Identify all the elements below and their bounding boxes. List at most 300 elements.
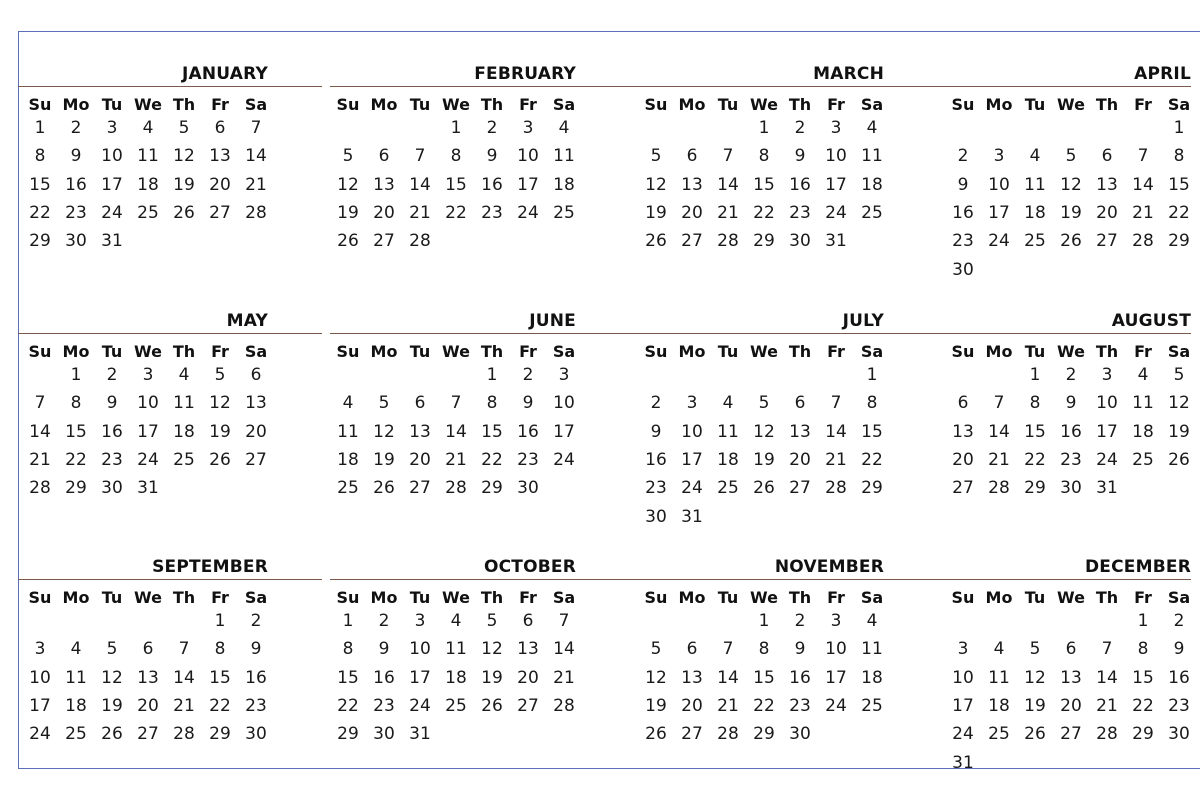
weekday-header: Sa [860, 342, 884, 361]
weekday-header: Mo [678, 342, 706, 361]
weekday-header: Su [644, 342, 668, 361]
day-cell: 26 [645, 724, 667, 745]
day-cell: 18 [337, 449, 359, 470]
day-cell: 19 [753, 449, 775, 470]
day-cell: 26 [645, 231, 667, 252]
day-cell: 7 [34, 393, 46, 414]
day-cell: 16 [481, 174, 503, 195]
day-cell: 19 [481, 667, 503, 688]
month-divider [945, 579, 1191, 580]
day-cell: 12 [101, 667, 123, 688]
day-cell: 10 [409, 639, 431, 660]
day-cell: 10 [1096, 393, 1118, 414]
day-cell: 28 [825, 478, 847, 499]
day-cell: 26 [753, 478, 775, 499]
day-cell: 7 [1137, 146, 1149, 167]
day-cell: 25 [337, 478, 359, 499]
day-cell: 15 [65, 421, 87, 442]
weekday-header: Sa [860, 588, 884, 607]
day-cell: 1 [758, 611, 770, 631]
day-cell: 9 [957, 174, 969, 195]
day-cell: 14 [29, 421, 51, 442]
day-cell: 23 [952, 231, 974, 252]
day-cell: 19 [645, 695, 667, 716]
day-cell: 28 [409, 231, 431, 252]
weekday-header: Th [1095, 95, 1119, 114]
day-cell: 4 [1137, 365, 1149, 385]
day-cell: 5 [378, 393, 390, 414]
day-cell: 11 [861, 146, 883, 167]
day-cell: 23 [481, 202, 503, 223]
day-cell: 11 [65, 667, 87, 688]
weekday-header: Fr [519, 95, 537, 114]
day-cell: 24 [517, 202, 539, 223]
day-cell: 15 [445, 174, 467, 195]
day-cell: 18 [137, 174, 159, 195]
day-cell: 10 [101, 146, 123, 167]
weekday-header: We [1057, 588, 1085, 607]
day-cell: 12 [337, 174, 359, 195]
day-cell: 11 [337, 421, 359, 442]
day-cell: 10 [553, 393, 575, 414]
weekday-header: Sa [552, 588, 576, 607]
day-cell: 12 [1060, 174, 1082, 195]
day-cell: 17 [952, 695, 974, 716]
day-cell: 15 [753, 667, 775, 688]
day-cell: 1 [1029, 365, 1041, 385]
weekday-header: We [134, 342, 162, 361]
day-cell: 10 [517, 146, 539, 167]
day-cell: 27 [1096, 231, 1118, 252]
month-divider [18, 86, 322, 87]
weekday-header: Tu [717, 342, 739, 361]
day-cell: 20 [209, 174, 231, 195]
weekday-header: Su [644, 95, 668, 114]
day-cell: 15 [481, 421, 503, 442]
day-cell: 25 [173, 449, 195, 470]
day-cell: 14 [173, 667, 195, 688]
day-cell: 13 [517, 639, 539, 660]
day-cell: 4 [1029, 146, 1041, 167]
weekday-header: We [1057, 342, 1085, 361]
day-cell: 18 [861, 174, 883, 195]
weekday-header: We [442, 95, 470, 114]
weekday-header: Mo [985, 588, 1013, 607]
weekday-header: Sa [1167, 95, 1191, 114]
weekday-header: Fr [211, 95, 229, 114]
weekday-header: Tu [717, 95, 739, 114]
day-cell: 8 [70, 393, 82, 414]
day-cell: 7 [993, 393, 1005, 414]
day-cell: 12 [209, 393, 231, 414]
month-title: NOVEMBER [774, 557, 884, 577]
weekday-header: Mo [985, 342, 1013, 361]
day-cell: 19 [337, 202, 359, 223]
day-cell: 29 [209, 724, 231, 745]
day-cell: 13 [137, 667, 159, 688]
day-cell: 4 [450, 611, 462, 631]
month-november [638, 534, 884, 774]
weekday-header: We [442, 342, 470, 361]
day-cell: 5 [1173, 365, 1185, 385]
day-cell: 20 [373, 202, 395, 223]
day-cell: 13 [245, 393, 267, 414]
weekday-header: Mo [370, 588, 398, 607]
day-cell: 22 [1132, 695, 1154, 716]
day-cell: 27 [517, 695, 539, 716]
day-cell: 23 [65, 202, 87, 223]
day-cell: 17 [825, 174, 847, 195]
day-cell: 2 [794, 118, 806, 138]
weekday-header: Fr [211, 342, 229, 361]
day-cell: 9 [522, 393, 534, 414]
day-cell: 25 [861, 202, 883, 223]
weekday-header: Fr [519, 588, 537, 607]
day-cell: 9 [378, 639, 390, 660]
day-cell: 14 [553, 639, 575, 660]
weekday-header: Th [172, 342, 196, 361]
day-cell: 7 [1101, 639, 1113, 660]
day-cell: 24 [101, 202, 123, 223]
day-cell: 31 [409, 724, 431, 745]
day-cell: 7 [830, 393, 842, 414]
month-title: JANUARY [181, 64, 268, 84]
day-cell: 13 [409, 421, 431, 442]
day-cell: 29 [1132, 724, 1154, 745]
weekday-header: Th [788, 342, 812, 361]
weekday-header: Tu [717, 588, 739, 607]
day-cell: 29 [861, 478, 883, 499]
day-cell: 23 [517, 449, 539, 470]
day-cell: 13 [681, 667, 703, 688]
month-may [22, 288, 268, 528]
weekday-header: We [442, 588, 470, 607]
day-cell: 3 [414, 611, 426, 631]
day-cell: 27 [245, 449, 267, 470]
weekday-header: Fr [519, 342, 537, 361]
day-cell: 8 [486, 393, 498, 414]
day-cell: 17 [988, 202, 1010, 223]
day-cell: 3 [957, 639, 969, 660]
day-cell: 26 [173, 202, 195, 223]
day-cell: 8 [450, 146, 462, 167]
weekday-header: Mo [678, 95, 706, 114]
day-cell: 19 [373, 449, 395, 470]
day-cell: 6 [414, 393, 426, 414]
day-cell: 30 [101, 478, 123, 499]
weekday-header: Fr [827, 95, 845, 114]
day-cell: 27 [681, 231, 703, 252]
day-cell: 27 [373, 231, 395, 252]
day-cell: 7 [250, 118, 262, 138]
month-december [945, 534, 1191, 774]
day-cell: 17 [553, 421, 575, 442]
day-cell: 4 [142, 118, 154, 138]
day-cell: 4 [178, 365, 190, 385]
day-cell: 1 [486, 365, 498, 385]
day-cell: 5 [214, 365, 226, 385]
weekday-header: Th [480, 95, 504, 114]
weekday-header: Th [480, 342, 504, 361]
day-cell: 23 [789, 695, 811, 716]
weekday-header: Sa [1167, 342, 1191, 361]
month-divider [18, 333, 322, 334]
month-title: FEBRUARY [474, 64, 576, 84]
day-cell: 18 [1024, 202, 1046, 223]
day-cell: 23 [1060, 449, 1082, 470]
day-cell: 2 [957, 146, 969, 167]
day-cell: 1 [214, 611, 226, 631]
day-cell: 25 [717, 478, 739, 499]
month-divider [330, 86, 640, 87]
day-cell: 26 [1168, 449, 1190, 470]
day-cell: 6 [1101, 146, 1113, 167]
day-cell: 22 [753, 695, 775, 716]
day-cell: 16 [789, 667, 811, 688]
weekday-header: Su [28, 342, 52, 361]
day-cell: 1 [34, 118, 46, 138]
day-cell: 9 [794, 146, 806, 167]
day-cell: 22 [337, 695, 359, 716]
weekday-header: Tu [101, 342, 123, 361]
day-cell: 3 [830, 118, 842, 138]
day-cell: 20 [245, 421, 267, 442]
day-cell: 6 [142, 639, 154, 660]
day-cell: 28 [29, 478, 51, 499]
day-cell: 5 [758, 393, 770, 414]
day-cell: 11 [717, 421, 739, 442]
month-july [638, 288, 884, 528]
day-cell: 10 [988, 174, 1010, 195]
day-cell: 22 [445, 202, 467, 223]
month-title: APRIL [1134, 64, 1191, 84]
day-cell: 22 [209, 695, 231, 716]
day-cell: 24 [681, 478, 703, 499]
day-cell: 14 [825, 421, 847, 442]
day-cell: 29 [337, 724, 359, 745]
day-cell: 23 [101, 449, 123, 470]
day-cell: 7 [722, 639, 734, 660]
day-cell: 8 [342, 639, 354, 660]
day-cell: 22 [1024, 449, 1046, 470]
day-cell: 31 [137, 478, 159, 499]
day-cell: 30 [1060, 478, 1082, 499]
day-cell: 21 [717, 202, 739, 223]
weekday-header: Fr [211, 588, 229, 607]
day-cell: 8 [758, 146, 770, 167]
day-cell: 22 [481, 449, 503, 470]
day-cell: 12 [753, 421, 775, 442]
day-cell: 13 [681, 174, 703, 195]
weekday-header: Th [788, 95, 812, 114]
day-cell: 26 [209, 449, 231, 470]
day-cell: 16 [1168, 667, 1190, 688]
day-cell: 2 [70, 118, 82, 138]
day-cell: 18 [861, 667, 883, 688]
month-divider [638, 86, 948, 87]
day-cell: 19 [101, 695, 123, 716]
weekday-header: Th [480, 588, 504, 607]
day-cell: 23 [645, 478, 667, 499]
day-cell: 25 [1024, 231, 1046, 252]
day-cell: 24 [553, 449, 575, 470]
day-cell: 29 [1024, 478, 1046, 499]
day-cell: 9 [486, 146, 498, 167]
day-cell: 21 [409, 202, 431, 223]
day-cell: 16 [65, 174, 87, 195]
day-cell: 21 [553, 667, 575, 688]
weekday-header: Su [336, 95, 360, 114]
day-cell: 4 [993, 639, 1005, 660]
day-cell: 11 [861, 639, 883, 660]
day-cell: 12 [1024, 667, 1046, 688]
day-cell: 1 [1137, 611, 1149, 631]
day-cell: 29 [65, 478, 87, 499]
day-cell: 14 [409, 174, 431, 195]
weekday-header: Mo [62, 342, 90, 361]
month-october [330, 534, 576, 774]
day-cell: 17 [409, 667, 431, 688]
day-cell: 29 [481, 478, 503, 499]
day-cell: 12 [1168, 393, 1190, 414]
day-cell: 24 [29, 724, 51, 745]
month-title: MAY [226, 311, 268, 331]
day-cell: 13 [373, 174, 395, 195]
weekday-header: Su [951, 95, 975, 114]
day-cell: 18 [65, 695, 87, 716]
weekday-header: Mo [370, 95, 398, 114]
day-cell: 12 [173, 146, 195, 167]
day-cell: 20 [1096, 202, 1118, 223]
day-cell: 24 [137, 449, 159, 470]
day-cell: 15 [29, 174, 51, 195]
day-cell: 15 [337, 667, 359, 688]
day-cell: 24 [825, 695, 847, 716]
day-cell: 28 [445, 478, 467, 499]
day-cell: 2 [650, 393, 662, 414]
day-cell: 22 [861, 449, 883, 470]
day-cell: 28 [717, 724, 739, 745]
day-cell: 15 [1132, 667, 1154, 688]
day-cell: 23 [245, 695, 267, 716]
day-cell: 11 [445, 639, 467, 660]
day-cell: 5 [650, 639, 662, 660]
month-august [945, 288, 1191, 528]
day-cell: 13 [209, 146, 231, 167]
weekday-header: We [1057, 95, 1085, 114]
weekday-header: Tu [409, 95, 431, 114]
day-cell: 25 [861, 695, 883, 716]
day-cell: 9 [1065, 393, 1077, 414]
day-cell: 20 [409, 449, 431, 470]
day-cell: 30 [645, 506, 667, 527]
day-cell: 18 [445, 667, 467, 688]
day-cell: 24 [952, 724, 974, 745]
day-cell: 18 [173, 421, 195, 442]
day-cell: 14 [245, 146, 267, 167]
weekday-header: Fr [827, 588, 845, 607]
day-cell: 28 [553, 695, 575, 716]
day-cell: 17 [1096, 421, 1118, 442]
day-cell: 7 [722, 146, 734, 167]
month-january [22, 41, 268, 281]
day-cell: 4 [558, 118, 570, 138]
day-cell: 5 [106, 639, 118, 660]
day-cell: 20 [681, 695, 703, 716]
day-cell: 23 [373, 695, 395, 716]
day-cell: 11 [553, 146, 575, 167]
day-cell: 19 [645, 202, 667, 223]
day-cell: 28 [245, 202, 267, 223]
month-divider [638, 579, 948, 580]
day-cell: 21 [445, 449, 467, 470]
day-cell: 2 [522, 365, 534, 385]
month-divider [330, 333, 640, 334]
day-cell: 22 [753, 202, 775, 223]
day-cell: 16 [373, 667, 395, 688]
day-cell: 12 [481, 639, 503, 660]
weekday-header: Su [951, 588, 975, 607]
day-cell: 9 [250, 639, 262, 660]
day-cell: 20 [517, 667, 539, 688]
day-cell: 16 [645, 449, 667, 470]
day-cell: 18 [988, 695, 1010, 716]
day-cell: 14 [988, 421, 1010, 442]
day-cell: 8 [214, 639, 226, 660]
day-cell: 3 [993, 146, 1005, 167]
month-title: AUGUST [1111, 311, 1191, 331]
weekday-header: Fr [1134, 95, 1152, 114]
day-cell: 6 [686, 639, 698, 660]
day-cell: 2 [250, 611, 262, 631]
day-cell: 9 [1173, 639, 1185, 660]
weekday-header: Sa [1167, 588, 1191, 607]
day-cell: 15 [1168, 174, 1190, 195]
day-cell: 20 [789, 449, 811, 470]
weekday-header: We [750, 588, 778, 607]
day-cell: 31 [681, 506, 703, 527]
day-cell: 28 [1096, 724, 1118, 745]
day-cell: 8 [866, 393, 878, 414]
day-cell: 9 [70, 146, 82, 167]
day-cell: 11 [988, 667, 1010, 688]
day-cell: 12 [645, 667, 667, 688]
day-cell: 10 [681, 421, 703, 442]
day-cell: 7 [414, 146, 426, 167]
day-cell: 24 [1096, 449, 1118, 470]
day-cell: 11 [1024, 174, 1046, 195]
month-title: MARCH [813, 64, 884, 84]
day-cell: 22 [29, 202, 51, 223]
day-cell: 6 [957, 393, 969, 414]
weekday-header: Sa [552, 342, 576, 361]
weekday-header: Tu [1024, 588, 1046, 607]
day-cell: 4 [342, 393, 354, 414]
day-cell: 6 [686, 146, 698, 167]
day-cell: 4 [866, 118, 878, 138]
day-cell: 11 [1132, 393, 1154, 414]
weekday-header: Tu [409, 588, 431, 607]
day-cell: 8 [1029, 393, 1041, 414]
day-cell: 24 [409, 695, 431, 716]
day-cell: 29 [29, 231, 51, 252]
day-cell: 6 [794, 393, 806, 414]
weekday-header: Su [336, 588, 360, 607]
day-cell: 6 [214, 118, 226, 138]
day-cell: 21 [988, 449, 1010, 470]
month-april [945, 41, 1191, 281]
month-title: JUNE [529, 311, 576, 331]
